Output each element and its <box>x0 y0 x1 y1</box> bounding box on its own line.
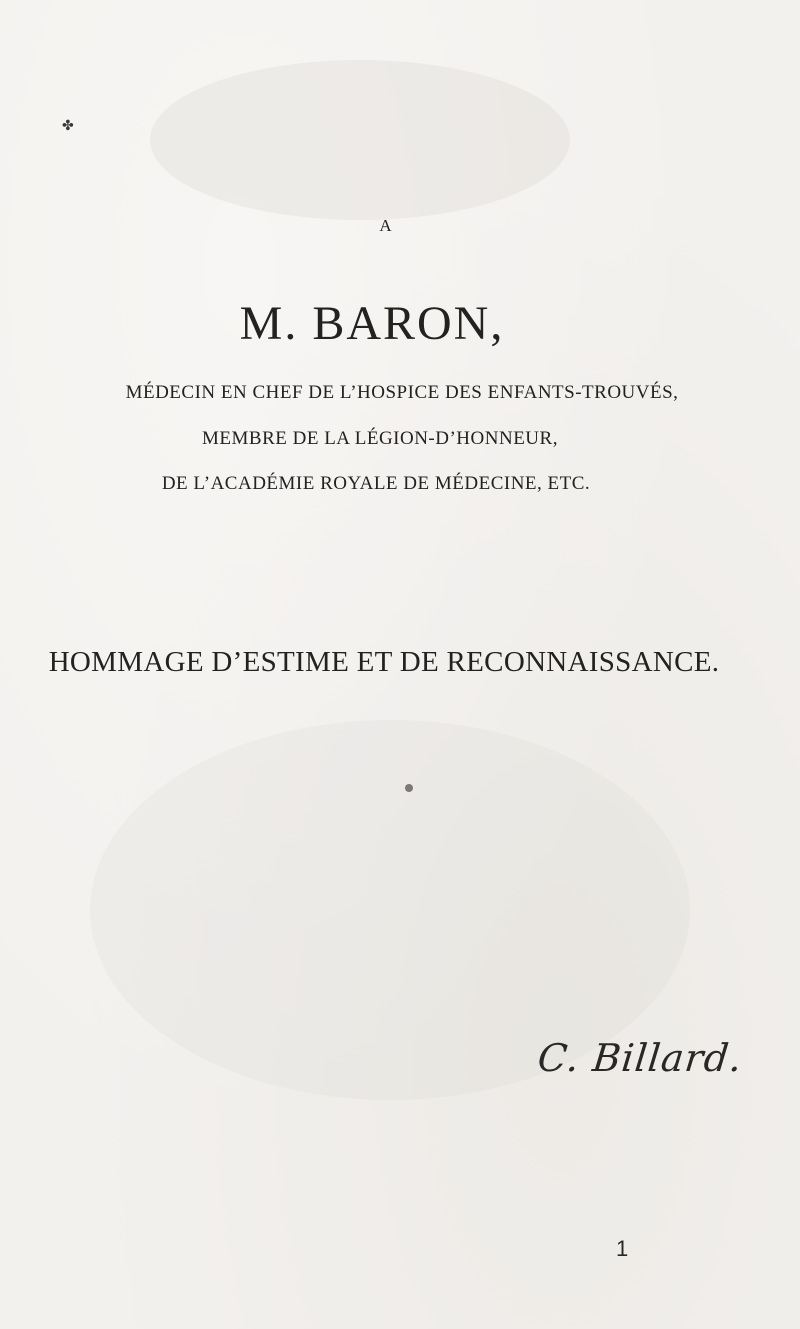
paper-stain <box>150 60 570 220</box>
dedicatee-title-line: MÉDECIN EN CHEF DE L’HOSPICE DES ENFANTS-TROUVÉS, <box>125 382 679 403</box>
dedication-preposition: A <box>379 216 393 235</box>
dedicatee-name: M. BARON, <box>239 297 505 350</box>
tribute-line: HOMMAGE D’ESTIME ET DE RECONNAISSANCE. <box>48 646 720 678</box>
page-number: 1 <box>616 1236 629 1261</box>
dedicatee-title-line: DE L’ACADÉMIE ROYALE DE MÉDECINE, ETC. <box>161 473 591 494</box>
ink-spot <box>405 784 413 792</box>
printer-mark-icon: ✤ <box>62 119 74 134</box>
author-signature: C. Billard. <box>535 1036 745 1080</box>
dedicatee-title-line: MEMBRE DE LA LÉGION-D’HONNEUR, <box>202 428 558 449</box>
